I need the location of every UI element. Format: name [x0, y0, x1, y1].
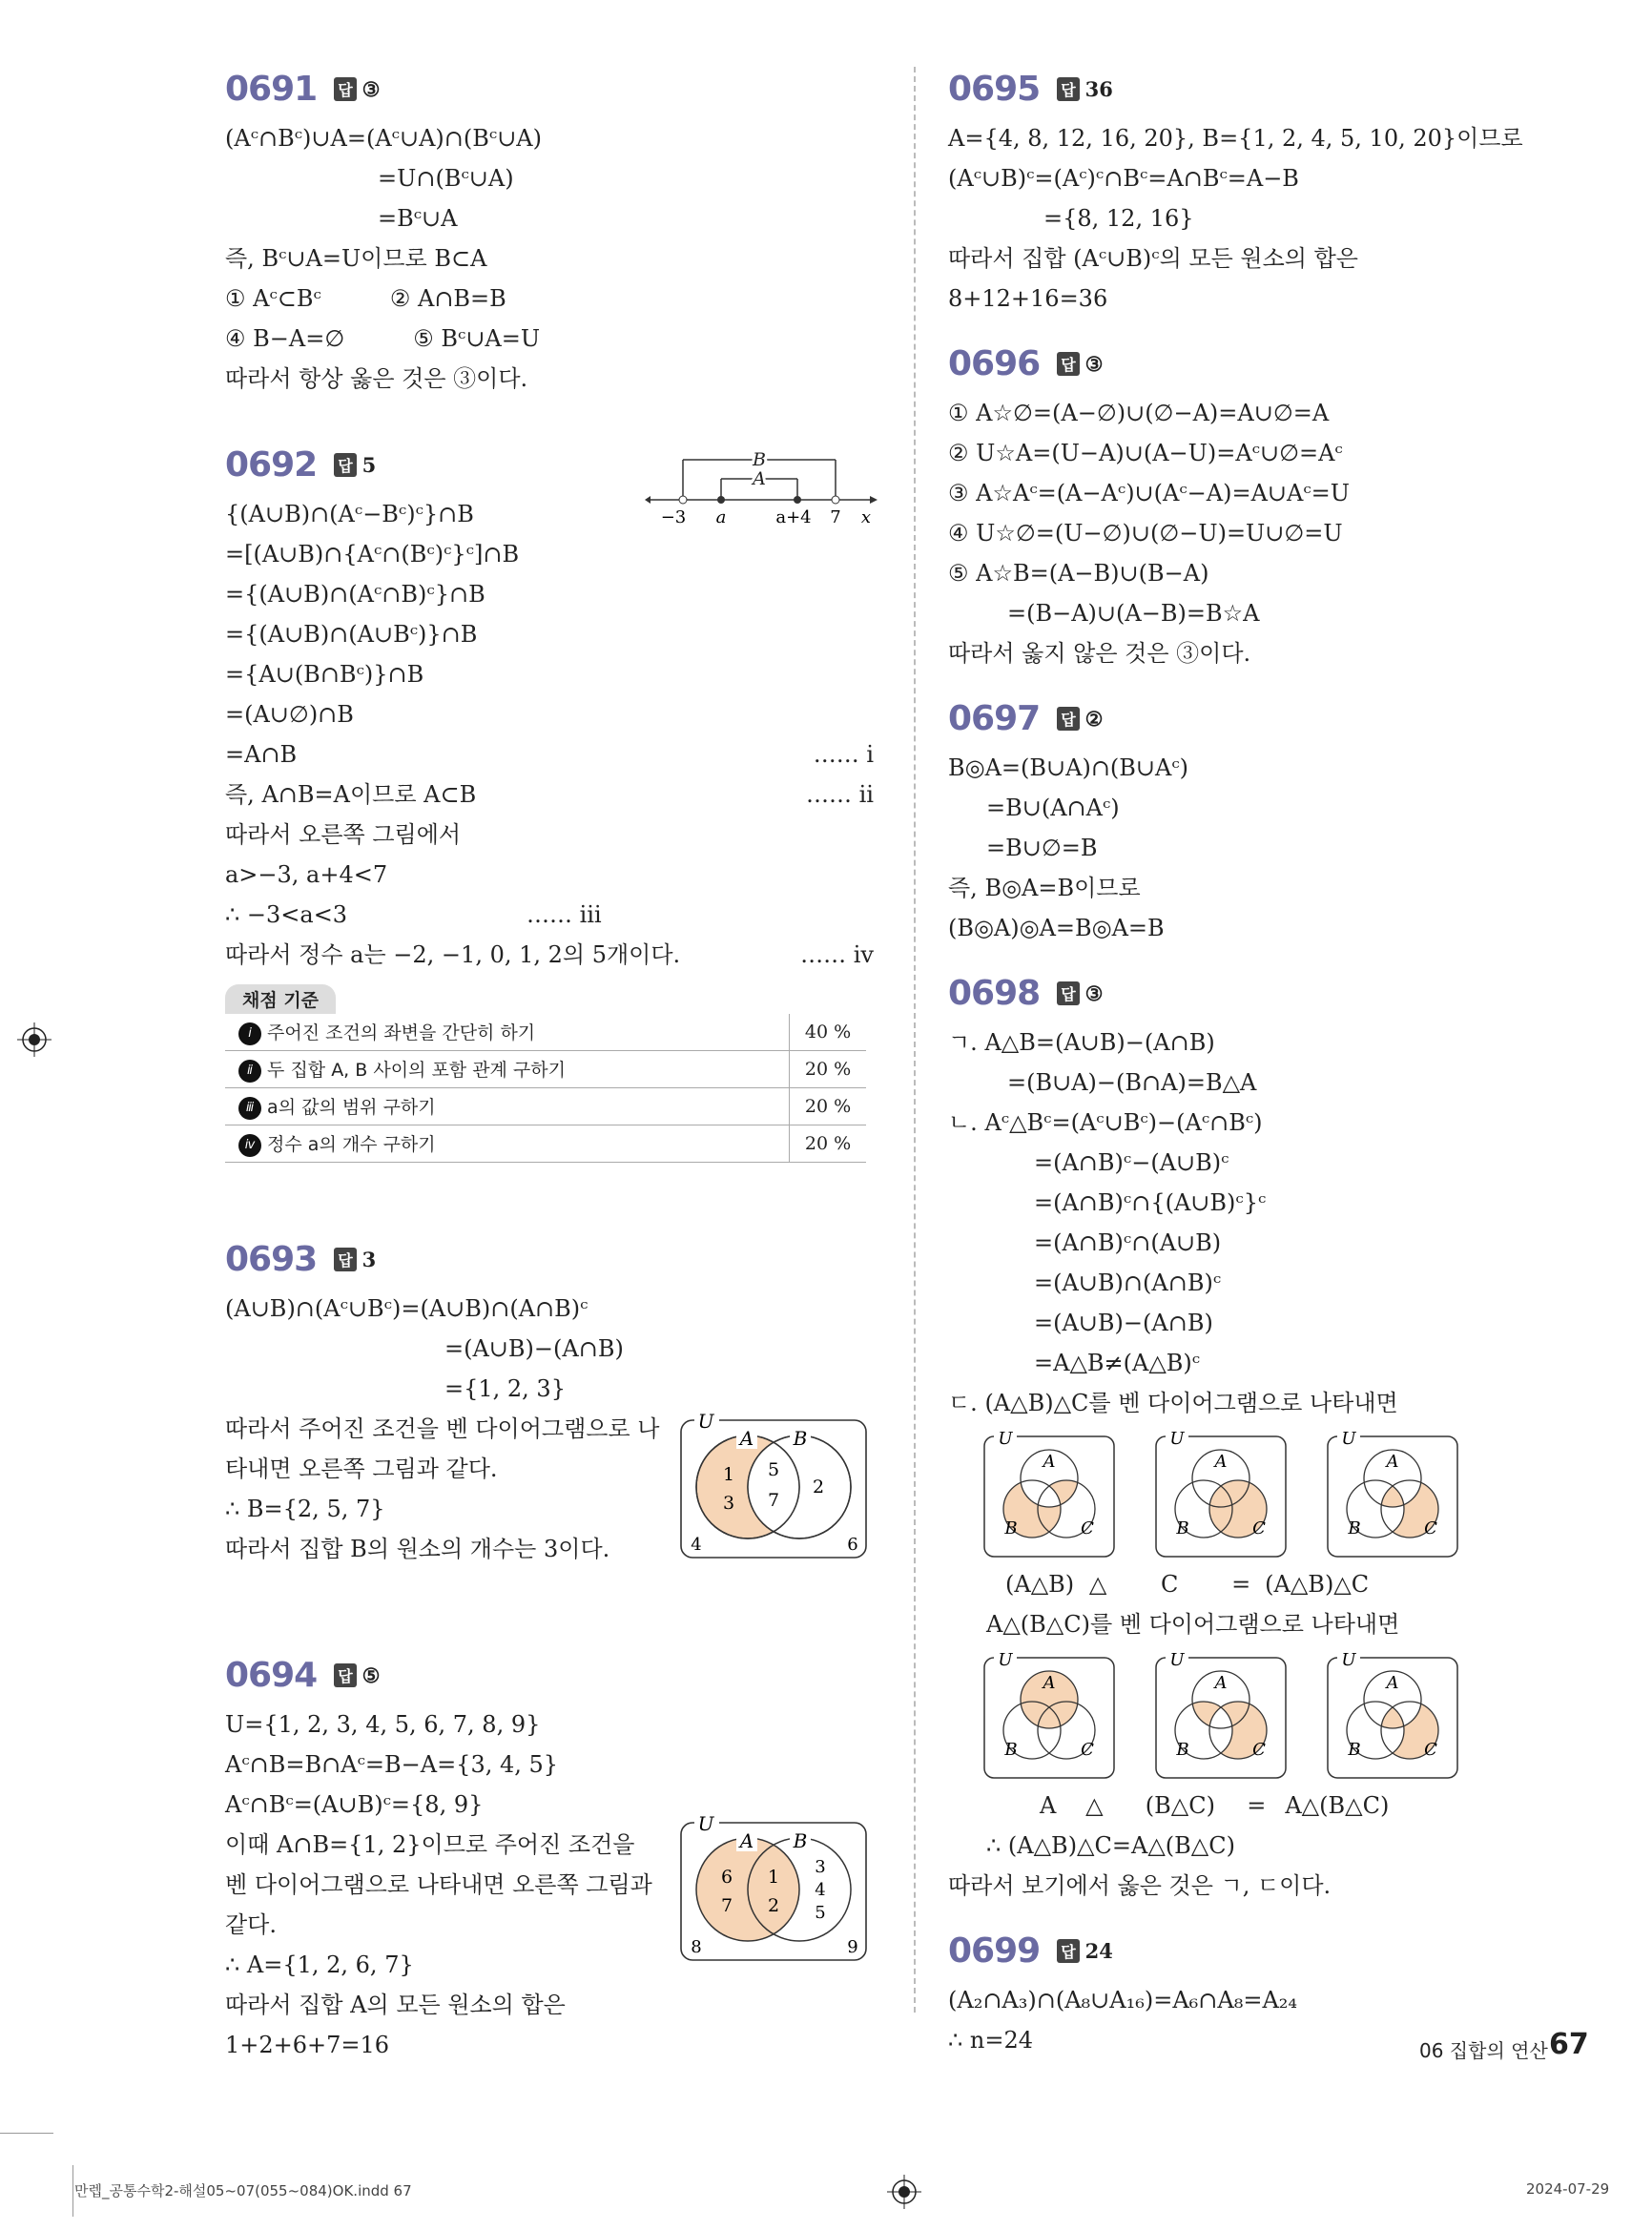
- line: 따라서 집합 A의 모든 원소의 합은: [225, 1992, 566, 2018]
- svg-text:A: A: [1386, 1452, 1399, 1472]
- line: ={8, 12, 16}: [1043, 205, 1194, 232]
- svg-text:B: B: [1004, 1518, 1018, 1538]
- svg-text:1: 1: [767, 1867, 780, 1888]
- answer: 5: [361, 452, 377, 477]
- caption-row-2: A △ (B△C) = A△(B△C): [1040, 1792, 1390, 1819]
- problem-number: 0692: [225, 444, 318, 485]
- line: {(A∪B)∩(Aᶜ−Bᶜ)ᶜ}∩B: [225, 501, 474, 527]
- tick-label: −3: [660, 507, 687, 527]
- svg-text:B: B: [1348, 1518, 1361, 1538]
- answer: ②: [1084, 706, 1104, 731]
- answer-badge: 답: [1057, 352, 1079, 376]
- venn-diagram-0694: [679, 1811, 870, 1964]
- problem-0692: [225, 435, 883, 1163]
- line: 따라서 보기에서 옳은 것은 ㄱ, ㄷ이다.: [948, 1872, 1332, 1899]
- line: Aᶜ∩B=B∩Aᶜ=B−A={3, 4, 5}: [225, 1751, 559, 1778]
- line: =(A∪∅)∩B: [225, 701, 354, 728]
- svg-text:9: 9: [847, 1937, 858, 1957]
- line: 이때 A∩B={1, 2}이므로 주어진 조건을: [225, 1831, 635, 1858]
- set-a-label: A: [753, 468, 766, 489]
- left-column: [225, 59, 883, 2080]
- line: U={1, 2, 3, 4, 5, 6, 7, 8, 9}: [225, 1711, 541, 1738]
- venn-row-2: [948, 1644, 1520, 1786]
- line: (A₂∩A₃)∩(A₈∪A₁₆)=A₆∩A₈=A₂₄: [948, 1987, 1298, 2013]
- line: 따라서 옳지 않은 것은 ③이다.: [948, 640, 1251, 667]
- venn-3set-diagram: [1154, 1427, 1288, 1560]
- line: A={4, 8, 12, 16, 20}, B={1, 2, 4, 5, 10, 20}이므로: [948, 125, 1523, 152]
- line: =(A∪B)∩(A∩B)ᶜ: [1034, 1270, 1222, 1296]
- answer: ③: [1084, 981, 1104, 1005]
- problem-number: 0697: [948, 698, 1041, 738]
- line: 같다.: [225, 1911, 277, 1938]
- line: A△(B△C)를 벤 다이어그램으로 나타내면: [986, 1611, 1400, 1638]
- venn-row-1: [948, 1423, 1520, 1564]
- criteria-row: ⅳ 정수 a의 개수 구하기 20 %: [225, 1125, 866, 1163]
- line: ① A☆∅=(A−∅)∪(∅−A)=A∪∅=A: [948, 400, 1330, 426]
- svg-text:U: U: [1169, 1650, 1185, 1670]
- line: ④ B−A=∅ ⑤ Bᶜ∪A=U: [225, 325, 541, 352]
- line: ③ A☆Aᶜ=(A−Aᶜ)∪(Aᶜ−A)=A∪Aᶜ=U: [948, 480, 1350, 506]
- svg-text:C: C: [1252, 1740, 1266, 1760]
- line: =B∪(A∩Aᶜ): [986, 795, 1120, 821]
- tick-label: 7: [830, 507, 841, 527]
- svg-text:3: 3: [815, 1857, 826, 1877]
- right-column: [948, 59, 1523, 2075]
- criteria-row: ⅰ 주어진 조건의 좌변을 간단히 하기 40 %: [225, 1014, 866, 1051]
- line: ∴ n=24: [948, 2027, 1034, 2054]
- line: 즉, B◎A=B이므로: [948, 875, 1141, 901]
- line: (Aᶜ∪B)ᶜ=(Aᶜ)ᶜ∩Bᶜ=A∩Bᶜ=A−B: [948, 165, 1299, 192]
- problem-0698: [948, 963, 1520, 1906]
- svg-text:U: U: [1169, 1429, 1185, 1449]
- line: =(A∩B)ᶜ∩(A∪B): [1034, 1229, 1222, 1256]
- line: 즉, Bᶜ∪A=U이므로 B⊂A: [225, 245, 487, 272]
- svg-text:U: U: [697, 1410, 714, 1433]
- venn-diagram-0693: [679, 1409, 870, 1561]
- svg-text:5: 5: [815, 1903, 826, 1923]
- svg-text:4: 4: [691, 1535, 702, 1555]
- answer: ③: [361, 76, 381, 101]
- chapter-title: 06 집합의 연산: [1419, 2039, 1548, 2062]
- svg-text:A: A: [1043, 1452, 1056, 1472]
- mark-i: …… ⅰ: [813, 741, 874, 768]
- svg-text:C: C: [1081, 1740, 1094, 1760]
- svg-text:U: U: [1341, 1650, 1356, 1670]
- venn-3set-diagram: [982, 1427, 1116, 1560]
- problem-0696: [948, 334, 1520, 673]
- tick-label: a+4: [775, 507, 812, 527]
- problem-0693: [225, 1229, 883, 1569]
- svg-text:6: 6: [847, 1535, 858, 1555]
- svg-text:A: A: [739, 1427, 754, 1450]
- criteria-title: 채점 기준: [225, 984, 336, 1014]
- answer-badge: 답: [334, 77, 356, 101]
- line: 즉, A∩B=A이므로 A⊂B …… ⅱ: [225, 774, 883, 815]
- crop-mark: [72, 2165, 73, 2217]
- svg-text:U: U: [697, 1812, 714, 1835]
- answer-badge: 답: [1057, 1939, 1079, 1963]
- venn-3set-diagram: [1326, 1648, 1459, 1782]
- line: (Aᶜ∩Bᶜ)∪A=(Aᶜ∪A)∩(Bᶜ∪A): [225, 125, 543, 152]
- answer-badge: 답: [334, 1663, 356, 1687]
- grading-criteria: [225, 984, 866, 1163]
- svg-text:U: U: [998, 1650, 1013, 1670]
- svg-text:4: 4: [815, 1880, 826, 1900]
- line: (A∪B)∩(Aᶜ∪Bᶜ)=(A∪B)∩(A∩B)ᶜ: [225, 1295, 589, 1322]
- line: 벤 다이어그램으로 나타내면 오른쪽 그림과: [225, 1871, 652, 1898]
- svg-text:2: 2: [812, 1476, 825, 1497]
- problem-number: 0696: [948, 343, 1041, 383]
- line: =(A∩B)ᶜ−(A∪B)ᶜ: [1034, 1149, 1229, 1176]
- problem-number: 0691: [225, 69, 318, 109]
- problem-0691: [225, 59, 883, 399]
- mark-iii: …… ⅲ: [527, 901, 602, 928]
- svg-text:B: B: [1348, 1740, 1361, 1760]
- line: =(B∪A)−(B∩A)=B△A: [1007, 1069, 1257, 1096]
- line: 따라서 집합 (Aᶜ∪B)ᶜ의 모든 원소의 합은: [948, 245, 1358, 272]
- problem-number: 0695: [948, 69, 1041, 109]
- line: =A∩B …… ⅰ: [225, 734, 883, 774]
- line: 따라서 정수 a는 −2, −1, 0, 1, 2의 5개이다. …… ⅳ: [225, 935, 883, 975]
- line: ∴ (A△B)△C=A△(B△C): [986, 1832, 1235, 1859]
- line: 따라서 주어진 조건을 벤 다이어그램으로 나: [225, 1415, 660, 1442]
- mark-iv: …… ⅳ: [800, 941, 874, 968]
- problem-number: 0698: [948, 973, 1041, 1013]
- line: ⑤ A☆B=(A−B)∪(B−A): [948, 560, 1209, 587]
- svg-text:1: 1: [722, 1464, 735, 1485]
- svg-text:7: 7: [767, 1490, 780, 1511]
- crop-mark: [0, 2133, 53, 2134]
- answer-badge: 답: [334, 1248, 356, 1271]
- problem-number: 0694: [225, 1655, 318, 1695]
- answer-badge: 답: [1057, 707, 1079, 731]
- line: 8+12+16=36: [948, 285, 1108, 312]
- answer: ⑤: [361, 1662, 381, 1687]
- problem-0694: [225, 1645, 883, 2065]
- line: =U∩(Bᶜ∪A): [378, 165, 514, 192]
- line: =A△B≠(A△B)ᶜ: [1034, 1350, 1201, 1376]
- venn-3set-diagram: [1326, 1427, 1459, 1560]
- answer: ③: [1084, 351, 1104, 376]
- svg-text:C: C: [1252, 1518, 1266, 1538]
- criteria-row: ⅲ a의 값의 범위 구하기 20 %: [225, 1088, 866, 1125]
- svg-text:2: 2: [767, 1895, 780, 1916]
- line: ④ U☆∅=(U−∅)∪(∅−U)=U∪∅=U: [948, 520, 1343, 547]
- line: =(A∩B)ᶜ∩{(A∪B)ᶜ}ᶜ: [1034, 1189, 1267, 1216]
- line: 따라서 항상 옳은 것은 ③이다.: [225, 365, 528, 392]
- svg-text:B: B: [793, 1829, 808, 1852]
- answer-badge: 답: [1057, 77, 1079, 101]
- problem-0695: [948, 59, 1523, 319]
- line: (B◎A)◎A=B◎A=B: [948, 915, 1165, 941]
- registration-mark-icon: [887, 2175, 921, 2209]
- line: ∴ A={1, 2, 6, 7}: [225, 1951, 414, 1978]
- line: 1+2+6+7=16: [225, 2032, 390, 2058]
- line: Aᶜ∩Bᶜ=(A∪B)ᶜ={8, 9}: [225, 1791, 484, 1818]
- line: 따라서 집합 B의 원소의 개수는 3이다.: [225, 1536, 610, 1562]
- line: ② U☆A=(U−A)∪(A−U)=Aᶜ∪∅=Aᶜ: [948, 440, 1343, 466]
- line: ㄴ. Aᶜ△Bᶜ=(Aᶜ∪Bᶜ)−(Aᶜ∩Bᶜ): [948, 1109, 1263, 1136]
- line: ㄱ. A△B=(A∪B)−(A∩B): [948, 1029, 1215, 1056]
- svg-text:8: 8: [691, 1937, 702, 1957]
- mark-ii: …… ⅱ: [806, 781, 874, 808]
- line: ={(A∪B)∩(A∪Bᶜ)}∩B: [225, 621, 478, 648]
- line: ={A∪(B∩Bᶜ)}∩B: [225, 661, 424, 688]
- set-b-label: B: [753, 449, 766, 470]
- svg-text:C: C: [1424, 1740, 1437, 1760]
- line: ㄷ. (A△B)△C를 벤 다이어그램으로 나타내면: [948, 1390, 1398, 1416]
- svg-text:A: A: [1386, 1673, 1399, 1693]
- svg-text:5: 5: [767, 1459, 780, 1480]
- svg-text:A: A: [1043, 1673, 1056, 1693]
- svg-text:3: 3: [722, 1493, 735, 1514]
- svg-text:C: C: [1424, 1518, 1437, 1538]
- answer: 36: [1084, 76, 1113, 101]
- line: B◎A=(B∪A)∩(B∪Aᶜ): [948, 754, 1189, 781]
- page-number: 67: [1549, 2028, 1589, 2061]
- line: =[(A∪B)∩{Aᶜ∩(Bᶜ)ᶜ}ᶜ]∩B: [225, 541, 520, 568]
- line: =(A∪B)−(A∩B): [444, 1335, 624, 1362]
- problem-number: 0693: [225, 1239, 318, 1279]
- svg-text:B: B: [1176, 1518, 1189, 1538]
- answer: 3: [361, 1247, 377, 1271]
- registration-mark-icon: [17, 1022, 52, 1057]
- line: ∴ −3<a<3 …… ⅲ: [225, 895, 883, 935]
- svg-text:C: C: [1081, 1518, 1094, 1538]
- svg-text:7: 7: [720, 1895, 733, 1916]
- problem-number: 0699: [948, 1931, 1041, 1971]
- svg-text:B: B: [1004, 1740, 1018, 1760]
- problem-0697: [948, 689, 1520, 948]
- svg-text:A: A: [1214, 1673, 1228, 1693]
- svg-text:B: B: [1176, 1740, 1189, 1760]
- line: 타내면 오른쪽 그림과 같다.: [225, 1456, 498, 1482]
- line: =B∪∅=B: [986, 835, 1098, 861]
- file-name: 만렙_공통수학2-해설05~07(055~084)OK.indd 67: [74, 2182, 412, 2199]
- line: ={1, 2, 3}: [444, 1375, 566, 1402]
- answer-badge: 답: [1057, 981, 1079, 1005]
- svg-text:A: A: [739, 1829, 754, 1852]
- svg-text:6: 6: [720, 1867, 733, 1888]
- criteria-row: ⅱ 두 집합 A, B 사이의 포함 관계 구하기 20 %: [225, 1051, 866, 1088]
- answer-badge: 답: [334, 453, 356, 477]
- tick-label: x: [860, 507, 872, 527]
- line: =(B−A)∪(A−B)=B☆A: [1007, 600, 1260, 627]
- print-date: 2024-07-29: [1526, 2180, 1610, 2198]
- line: =(A∪B)−(A∩B): [1034, 1310, 1213, 1336]
- venn-3set-diagram: [982, 1648, 1116, 1782]
- tick-label: a: [715, 507, 727, 527]
- caption-row-1: (A△B) △ C = (A△B)△C: [1005, 1571, 1370, 1598]
- svg-text:A: A: [1214, 1452, 1228, 1472]
- number-line-figure: [645, 441, 883, 536]
- line: =Bᶜ∪A: [378, 205, 458, 232]
- line: ① Aᶜ⊂Bᶜ ② A∩B=B: [225, 285, 506, 312]
- line: a>−3, a+4<7: [225, 861, 388, 888]
- venn-3set-diagram: [1154, 1648, 1288, 1782]
- svg-text:B: B: [793, 1427, 808, 1450]
- svg-text:U: U: [1341, 1429, 1356, 1449]
- line: 따라서 오른쪽 그림에서: [225, 821, 462, 848]
- svg-text:U: U: [998, 1429, 1013, 1449]
- answer: 24: [1084, 1938, 1113, 1963]
- line: ∴ B={2, 5, 7}: [225, 1496, 385, 1522]
- column-divider: [914, 67, 916, 2013]
- line: ={(A∪B)∩(Aᶜ∩B)ᶜ}∩B: [225, 581, 485, 608]
